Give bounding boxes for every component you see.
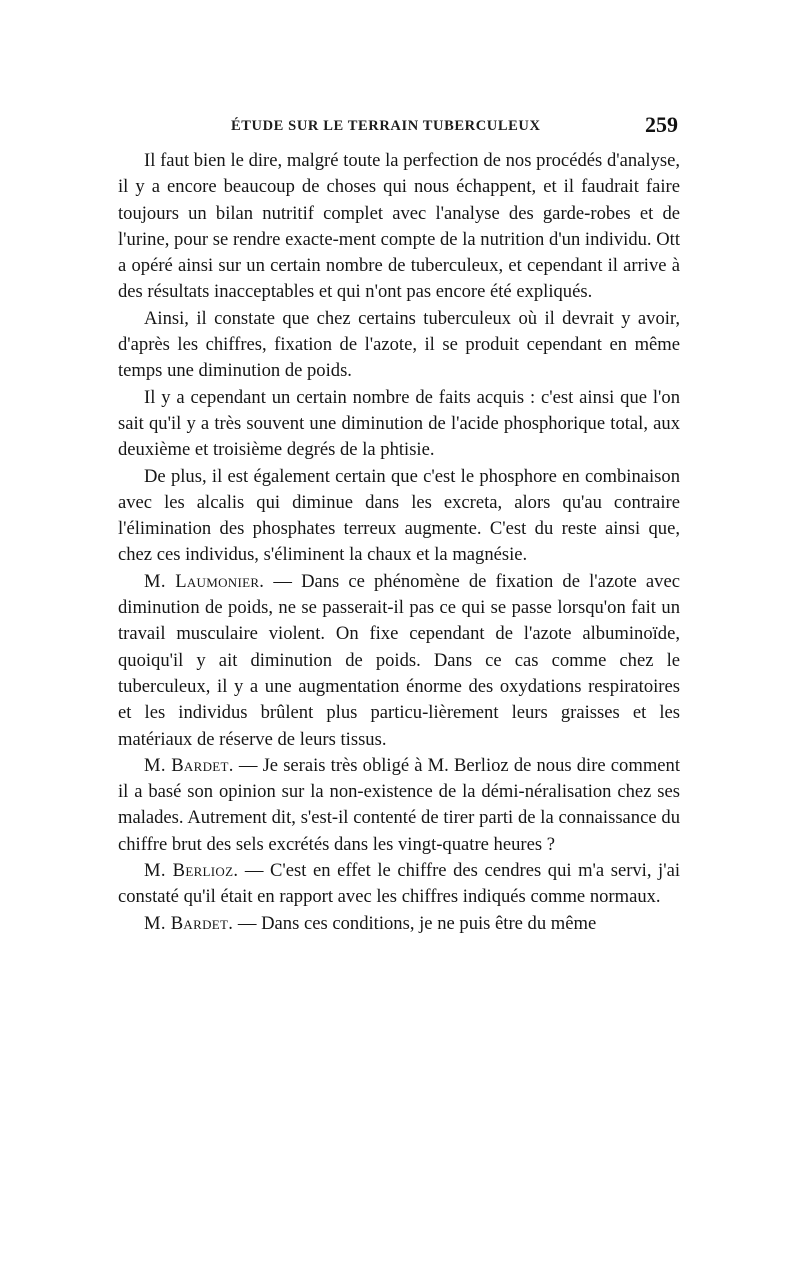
speech-paragraph (118, 858, 680, 911)
paragraph (118, 464, 680, 569)
speaker-name: M. Laumonier. (144, 570, 265, 592)
speech-paragraph (118, 911, 680, 937)
paragraph-text: — Dans ce phénomène de fixation de l'azote avec diminution de poids, ne se passerait-il pas ce qui se passe lorsqu'on fait un travail musculaire violent. On fixe cependant de l'azote albuminoïde, quoiqu'il y ait diminution de poids. Dans ce cas comme chez le tuberculeux, il y a une augmentation énorme des oxydations respiratoires et les individus brûlent plus particu-lièrement leurs graisses et les matériaux de réserve de leurs tissus. (118, 570, 680, 750)
speaker-name: M. Bardet. (144, 754, 234, 776)
speaker-name: M. Bardet. (144, 912, 234, 934)
paragraph-text: Ainsi, il constate que chez certains tuberculeux où il devrait y avoir, d'après les chiffres, fixation de l'azote, il se produit cependant en même temps une diminution de poids. (118, 307, 680, 382)
paragraph-text: — Dans ces conditions, je ne puis être du même (237, 912, 597, 934)
speaker-name: M. Berlioz. (144, 860, 239, 882)
running-title: ÉTUDE SUR LE TERRAIN TUBERCULEUX (231, 118, 541, 134)
paragraph-text: De plus, il est également certain que c'est le phosphore en combinaison avec les alcalis qui diminue dans les excreta, alors qu'au contraire l'élimination des phosphates terreux augmente. C'est du reste ainsi que, chez ces individus, s'éliminent la chaux et la magnésie. (118, 465, 680, 566)
running-head (118, 112, 680, 142)
paragraph-text: Il y a cependant un certain nombre de faits acquis : c'est ainsi que l'on sait qu'il y a très souvent une diminution de l'acide phosphorique total, aux deuxième et troisième degrés de la phtisie. (118, 386, 680, 461)
paragraph (118, 385, 680, 464)
paragraph-text: Il faut bien le dire, malgré toute la perfection de nos procédés d'analyse, il y a encore beaucoup de choses qui nous échappent, et il faudrait faire toujours un bilan nutritif complet avec l'analyse des garde-robes et de l'urine, pour se rendre exacte-ment compte de la nutrition d'un individu. Ott a opéré ainsi sur un certain nombre de tuberculeux, et cependant il arrive à des résultats inacceptables et qui n'ont pas encore été expliqués. (118, 150, 680, 303)
book-page (118, 112, 680, 937)
paragraph-text: — Je serais très obligé à M. Berlioz de nous dire comment il a basé son opinion sur la non-existence de la démi-néralisation chez ses malades. Autrement dit, s'est-il contenté de tirer parti de la connaissance du chiffre brut des sels excrétés dans les vingt-quatre heures ? (118, 754, 680, 855)
page-number: 259 (645, 112, 678, 137)
paragraph (118, 306, 680, 385)
body-text (118, 148, 680, 937)
paragraph (118, 148, 680, 306)
speech-paragraph (118, 569, 680, 753)
paragraph-text: — C'est en effet le chiffre des cendres qui m'a servi, j'ai constaté qu'il était en rapport avec les chiffres indiqués comme normaux. (118, 860, 680, 908)
speech-paragraph (118, 753, 680, 858)
